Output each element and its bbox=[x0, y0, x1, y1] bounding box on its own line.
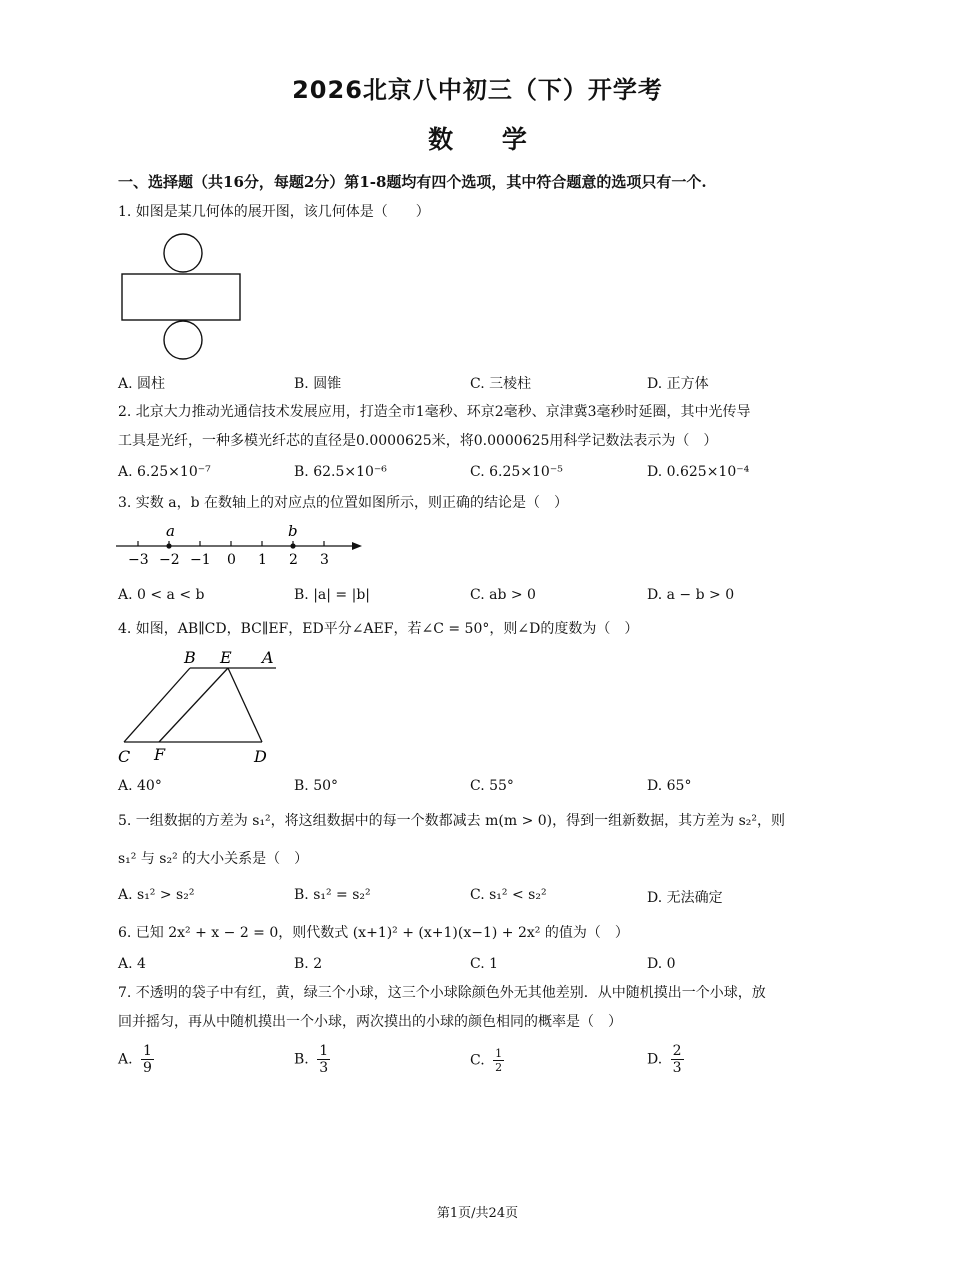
q3-point-a bbox=[166, 543, 171, 548]
q2-option-a[interactable]: A. 6.25×10⁻⁷ bbox=[118, 464, 211, 480]
q7-option-label: B. bbox=[294, 1051, 309, 1068]
q7-fraction: $\frac{2}{3}$ bbox=[672, 1043, 682, 1076]
q3-option-b[interactable]: B. |a| = |b| bbox=[294, 587, 370, 603]
q1-stem: 1. 如图是某几何体的展开图，该几何体是（ ） bbox=[118, 204, 430, 220]
q1-option-c[interactable]: C. 三棱柱 bbox=[470, 376, 532, 392]
q1-net-figure bbox=[115, 232, 250, 362]
q3-label-a: a bbox=[166, 522, 175, 540]
q3-tick-label: 1 bbox=[258, 552, 267, 568]
q3-option-a[interactable]: A. 0 < a < b bbox=[118, 587, 205, 603]
q3-ticks bbox=[138, 541, 324, 546]
q2-option-d[interactable]: D. 0.625×10⁻⁴ bbox=[647, 464, 750, 480]
q3-stem: 3. 实数 a，b 在数轴上的对应点的位置如图所示，则正确的结论是（ ） bbox=[118, 495, 569, 511]
q3-option-c[interactable]: C. ab > 0 bbox=[470, 587, 536, 603]
q6-option-d[interactable]: D. 0 bbox=[647, 956, 676, 972]
q3-tick-label: 0 bbox=[227, 552, 236, 568]
q4-label-a: A bbox=[262, 648, 274, 667]
q4-line-ed bbox=[228, 668, 262, 742]
q4-stem: 4. 如图，AB∥CD，BC∥EF，ED平分∠AEF，若∠C = 50°，则∠D的度数为（ ） bbox=[118, 621, 639, 637]
q6-option-b[interactable]: B. 2 bbox=[294, 956, 323, 972]
q1-bottom-circle bbox=[164, 321, 202, 359]
q1-rectangle bbox=[122, 274, 240, 320]
q4-line-bc bbox=[124, 668, 190, 742]
q4-option-c[interactable]: C. 55° bbox=[470, 778, 514, 794]
q7-line2: 回并摇匀，再从中随机摸出一个小球，两次摸出的小球的颜色相同的概率是（ ） bbox=[118, 1014, 622, 1030]
q7-option-label: D. bbox=[647, 1051, 663, 1068]
q4-label-f: F bbox=[154, 745, 166, 764]
q1-option-b[interactable]: B. 圆锥 bbox=[294, 376, 342, 392]
exam-title: 2026北京八中初三（下）开学考 bbox=[292, 76, 663, 104]
q4-geometry-figure bbox=[112, 646, 292, 768]
q4-line-ef bbox=[159, 668, 228, 742]
q4-label-b: B bbox=[184, 648, 196, 667]
q5-line2: s₁² 与 s₂² 的大小关系是（ ） bbox=[118, 851, 309, 867]
q7-fraction: $\frac{1}{2}$ bbox=[495, 1047, 503, 1074]
q3-axis-arrow bbox=[352, 542, 362, 550]
q3-tick-label: −1 bbox=[190, 552, 211, 568]
q5-option-b[interactable]: B. s₁² = s₂² bbox=[294, 887, 371, 903]
q7-option-b[interactable] bbox=[294, 1043, 330, 1076]
q2-line1: 2. 北京大力推动光通信技术发展应用，打造全市1毫秒、环京2毫秒、京津冀3毫秒时延圈，其中光传导 bbox=[118, 404, 751, 420]
q4-label-e: E bbox=[220, 648, 232, 667]
q3-tick-label: −3 bbox=[128, 552, 149, 568]
subject-title: 数 学 bbox=[428, 125, 527, 154]
q3-tick-label: 2 bbox=[289, 552, 298, 568]
q6-stem: 6. 已知 2x² + x − 2 = 0，则代数式 (x+1)² + (x+1)(x−1) + 2x² 的值为（ ） bbox=[118, 925, 629, 941]
q4-option-a[interactable]: A. 40° bbox=[118, 778, 162, 794]
q7-line1: 7. 不透明的袋子中有红，黄，绿三个小球，这三个小球除颜色外无其他差别．从中随机摸出一个小球，放 bbox=[118, 985, 766, 1001]
q1-option-a[interactable]: A. 圆柱 bbox=[118, 376, 166, 392]
q7-option-label: A. bbox=[118, 1051, 133, 1068]
q3-tick-label: 3 bbox=[320, 552, 329, 568]
q5-option-a[interactable]: A. s₁² > s₂² bbox=[118, 887, 195, 903]
q1-top-circle bbox=[164, 234, 202, 272]
q1-option-d[interactable]: D. 正方体 bbox=[647, 376, 709, 392]
q4-label-d: D bbox=[254, 747, 267, 766]
q7-fraction: $\frac{1}{3}$ bbox=[319, 1043, 329, 1076]
q3-option-d[interactable]: D. a − b > 0 bbox=[647, 587, 735, 603]
q2-option-b[interactable]: B. 62.5×10⁻⁶ bbox=[294, 464, 387, 480]
q4-option-b[interactable]: B. 50° bbox=[294, 778, 339, 794]
q5-line1: 5. 一组数据的方差为 s₁²，将这组数据中的每一个数都减去 m(m > 0)，得到一组新数据，其方差为 s₂²，则 bbox=[118, 813, 785, 829]
q3-number-line bbox=[112, 520, 372, 570]
q6-option-a[interactable]: A. 4 bbox=[118, 956, 146, 972]
q5-option-c[interactable]: C. s₁² < s₂² bbox=[470, 887, 547, 903]
q4-option-d[interactable]: D. 65° bbox=[647, 778, 692, 794]
page-number: 第1页/共24页 bbox=[436, 1206, 519, 1221]
q4-label-c: C bbox=[118, 747, 131, 766]
q7-option-label: C. bbox=[470, 1052, 485, 1069]
q7-option-c[interactable] bbox=[470, 1047, 504, 1074]
q7-option-d[interactable] bbox=[647, 1043, 684, 1076]
q5-option-d[interactable]: D. 无法确定 bbox=[647, 890, 723, 906]
q2-option-c[interactable]: C. 6.25×10⁻⁵ bbox=[470, 464, 563, 480]
q3-tick-label: −2 bbox=[159, 552, 180, 568]
q6-option-c[interactable]: C. 1 bbox=[470, 956, 499, 972]
q3-label-b: b bbox=[288, 522, 298, 540]
q2-line2: 工具是光纤，一种多模光纤芯的直径是0.0000625米，将0.0000625用科学记数法表示为（ ） bbox=[118, 433, 718, 449]
q7-fraction: $\frac{1}{9}$ bbox=[143, 1043, 152, 1076]
section-heading: 一、选择题（共16分，每题2分）第1-8题均有四个选项，其中符合题意的选项只有一个. bbox=[118, 173, 707, 191]
q7-option-a[interactable] bbox=[118, 1043, 154, 1076]
q3-point-b bbox=[290, 543, 295, 548]
